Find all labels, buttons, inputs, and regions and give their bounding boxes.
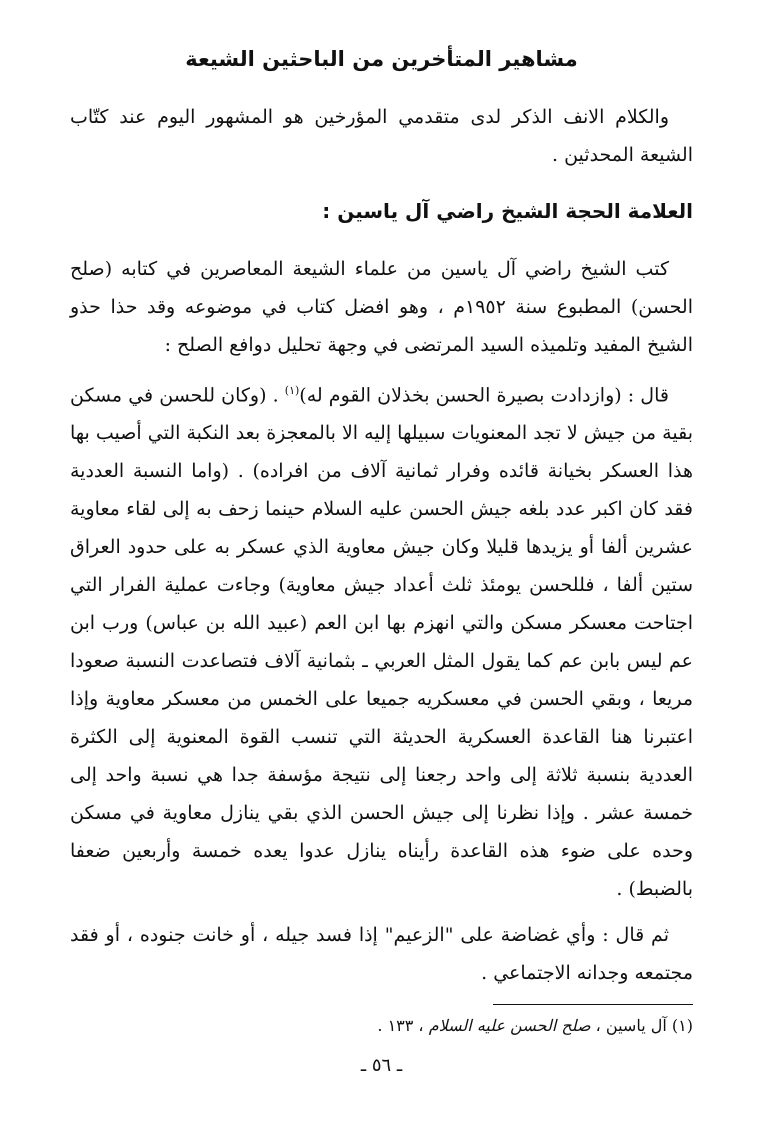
page-number: ـ ٥٦ ـ — [360, 1055, 403, 1077]
paragraph-2 — [70, 372, 693, 908]
footnote-number: (١) — [671, 1016, 693, 1036]
paragraph-3: ثم قال : وأي غضاضة على "الزعيم" إذا فسد جيله ، أو خانت جنوده ، أو فقد مجتمعه وجدانه الاجتماعي . — [70, 924, 693, 985]
footnote — [70, 1013, 693, 1039]
paragraph-2-rest: . (وكان للحسن في مسكن بقية من جيش لا تجد المعنويات سبيلها إليه الا بالمعجزة بعد النكبة التي أصيب بها هذا العسكر بخيانة قائده وفرار ثمانية آلاف من افراده) . (واما النسبة العددية فقد كان اكبر عدد بلغه جيش الحسن عليه السلام حينما زحف به إلى لقاء معاوية عشرين ألفا أو يزيدها قليلا وكان جيش معاوية الذي عسكر به على حدود العراق ستين ألفا ، فللحسن يومئذ ثلث أعداد جيش معاوية) وجاءت عملية الفرار التي اجتاحت معسكر مسكن والتي انهزم بها ابن العم (عبيد الله بن عباس) ورب ابن عم ليس بابن عم كما يقول المثل العربي ـ بثمانية آلاف فتصاعدت النسبة صعودا مريعا ، وبقي الحسن في معسكريه جميعا على الخمس من معسكر معاوية وإذا اعتبرنا هنا القاعدة العسكرية الحديثة التي تنسب القوة المعنوية إلى الكثرة العددية بنسبة ثلاثة إلى واحد رجعنا إلى نتيجة مؤسفة جدا هي نسبة واحد إلى خمسة عشر . وإذا نظرنا إلى جيش الحسن الذي بقي ينازل معاوية في مسكن وحده على ضوء هذه القاعدة رأيناه ينازل عدوا يعده خمسة وأربعين ضعفا بالضبط) . — [70, 384, 693, 901]
page-header-title: مشاهير المتأخرين من الباحثين الشيعة — [185, 47, 578, 71]
footnote-title: صلح الحسن عليه السلام — [428, 1016, 591, 1036]
paragraph-1: كتب الشيخ راضي آل ياسين من علماء الشيعة المعاصرين في كتابه (صلح الحسن) المطبوع سنة ١٩٥٢م ، وهو افضل كتاب في موضوعه وقد حذا حذو الشيخ المفيد وتلميذه السيد المرتضى في وجهة تحليل دوافع الصلح : — [70, 258, 694, 356]
footnote-page: ، ١٣٣ . — [377, 1016, 424, 1036]
paragraph-2-start: قال : (وازدادت بصيرة الحسن بخذلان القوم له) — [299, 384, 669, 407]
footnote-divider — [493, 1004, 693, 1005]
section-heading: العلامة الحجة الشيخ راضي آل ياسين : — [322, 199, 693, 223]
footnote-author: آل ياسين ، — [595, 1016, 667, 1036]
intro-paragraph: والكلام الانف الذكر لدى متقدمي المؤرخين هو المشهور اليوم عند كتّاب الشيعة المحدثين . — [70, 106, 693, 166]
footnote-reference[interactable]: (١) — [284, 384, 300, 397]
